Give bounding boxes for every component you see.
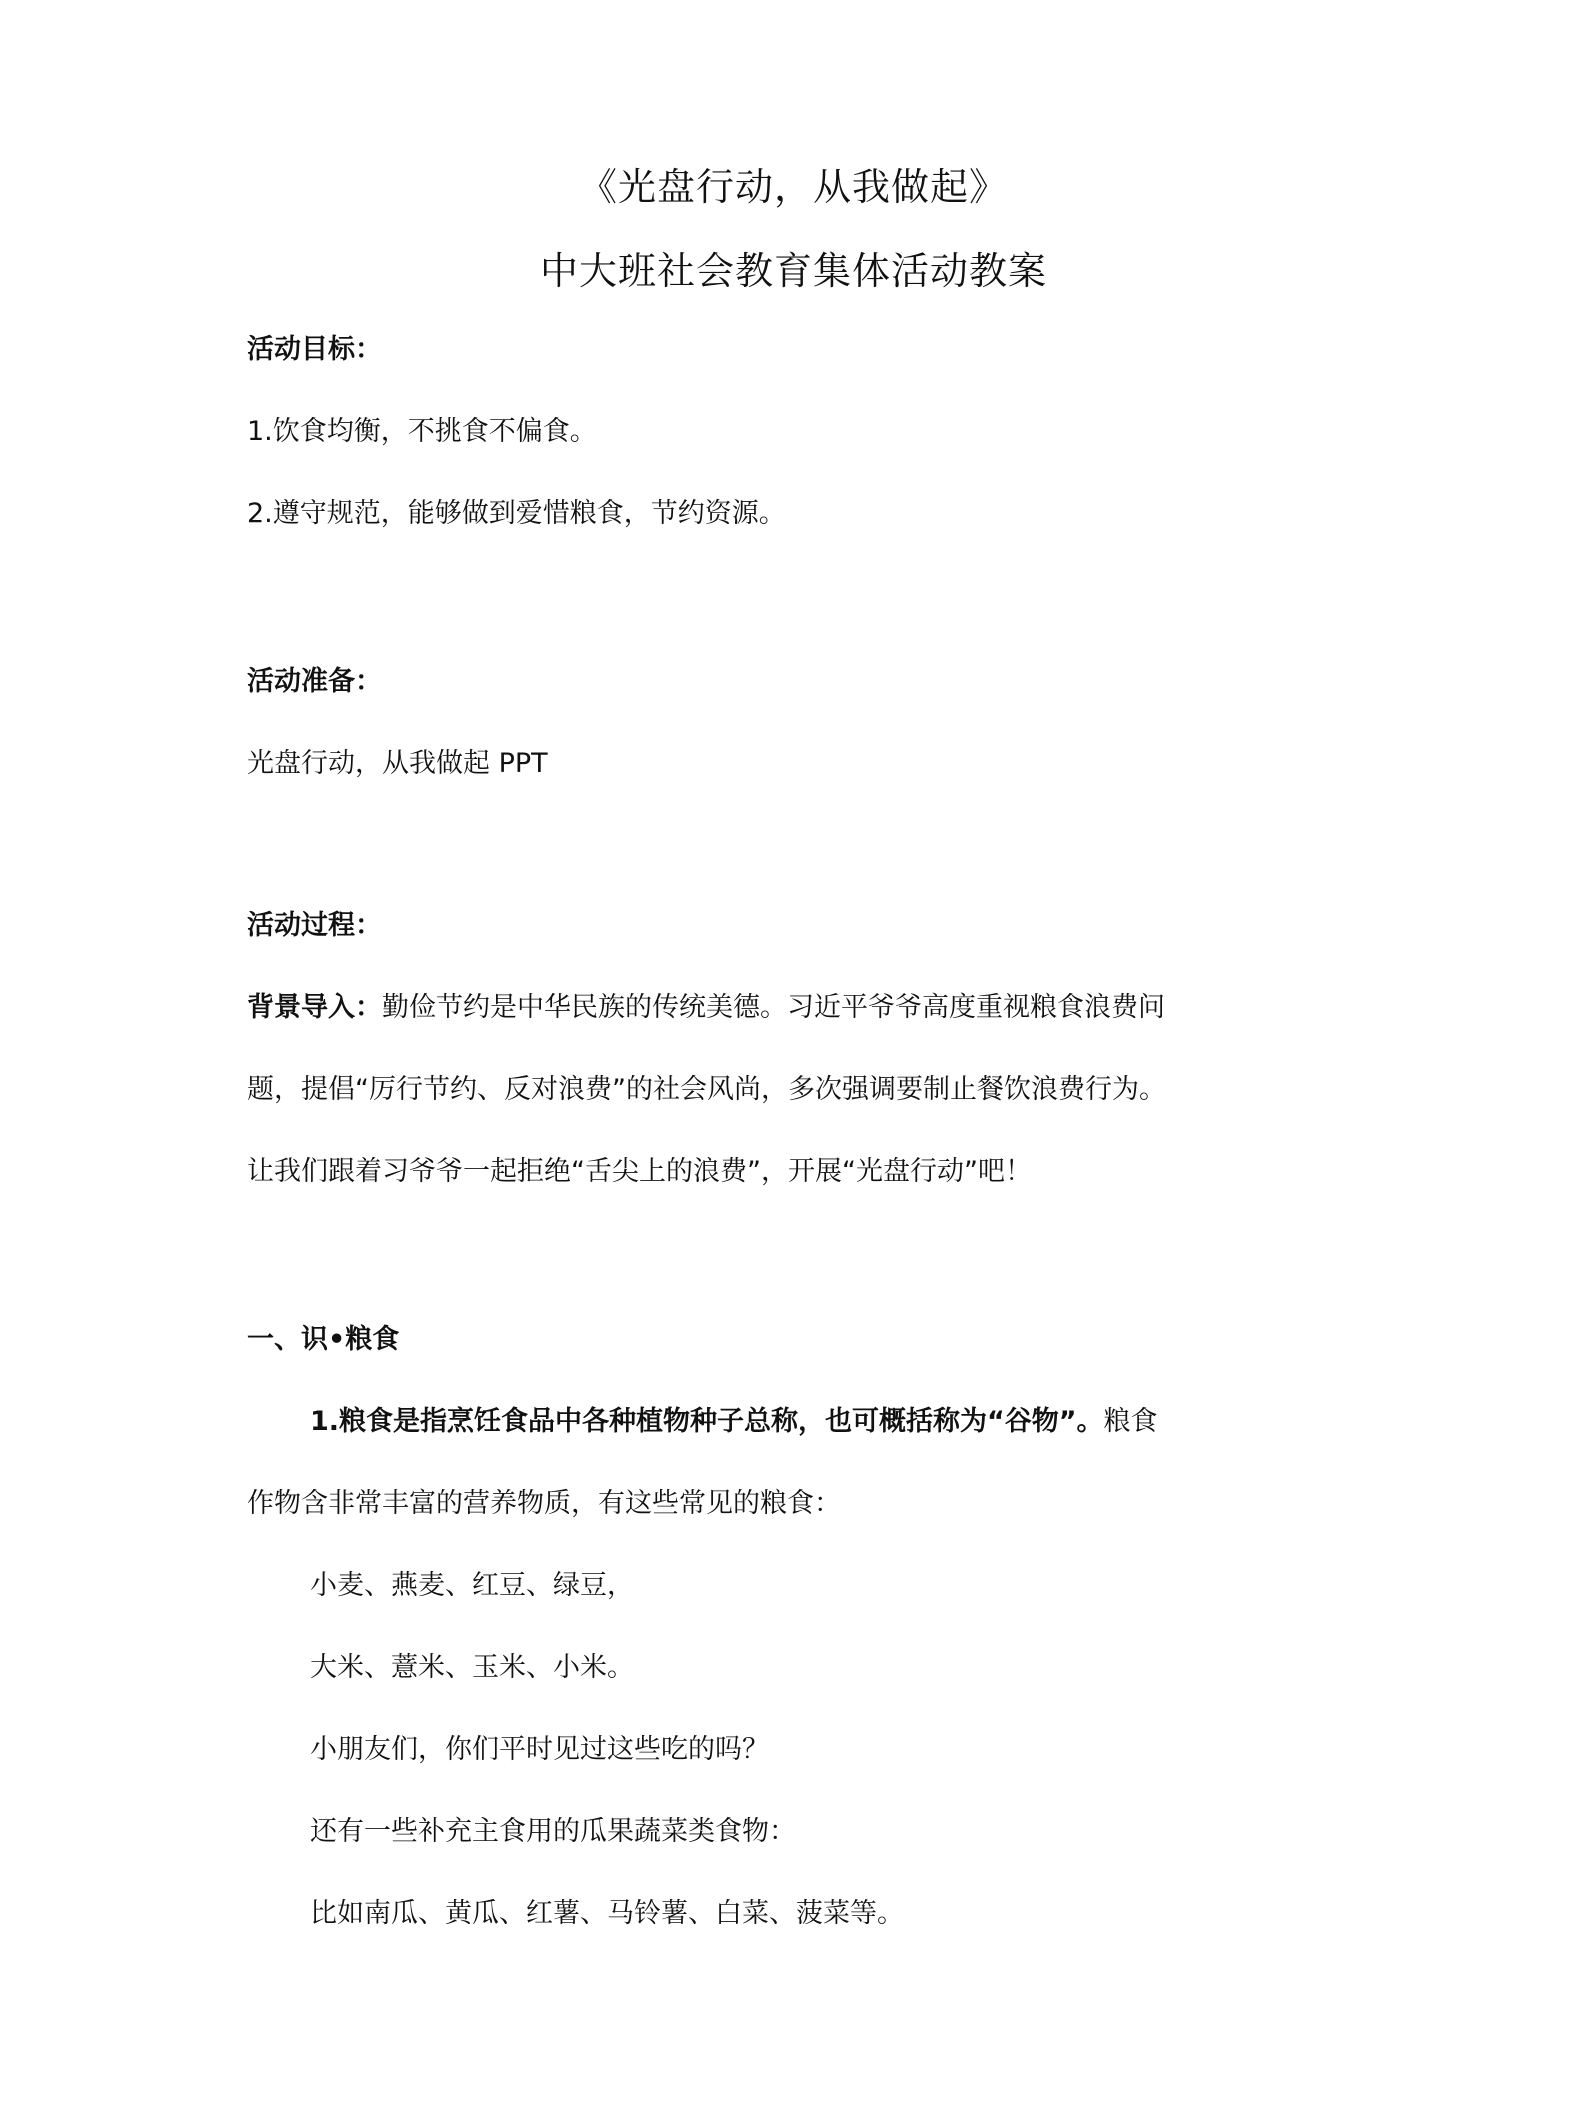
background-text-1: 勤俭节约是中华民族的传统美德。习近平爷爷高度重视粮食浪费问 xyxy=(382,992,1165,1023)
supplement-intro: 还有一些补充主食用的瓜果蔬菜类食物： xyxy=(310,1816,796,1847)
goal-item-1: 1.饮食均衡，不挑食不偏食。 xyxy=(247,416,597,447)
process-heading: 活动过程： xyxy=(247,910,382,941)
section1-point1-line-2: 作物含非常丰富的营养物质，有这些常见的粮食： xyxy=(247,1488,841,1519)
goals-heading: 活动目标： xyxy=(247,334,382,365)
supplement-list: 比如南瓜、黄瓜、红薯、马铃薯、白菜、菠菜等。 xyxy=(310,1898,904,1929)
section1-heading: 一、识•粮食 xyxy=(247,1324,400,1355)
grains-line-1: 小麦、燕麦、红豆、绿豆， xyxy=(310,1570,634,1601)
point1-bold-text: 1.粮食是指烹饪食品中各种植物种子总称，也可概括称为“谷物”。 xyxy=(310,1406,1104,1437)
section1-point1-line-1 xyxy=(310,1402,1158,1442)
document-title: 《光盘行动，从我做起》 xyxy=(578,165,1008,209)
background-paragraph-line-1 xyxy=(247,988,1165,1028)
preparation-content: 光盘行动，从我做起 PPT xyxy=(247,748,548,779)
grains-line-2: 大米、薏米、玉米、小米。 xyxy=(310,1652,634,1683)
goal-item-2: 2.遵守规范，能够做到爱惜粮食，节约资源。 xyxy=(247,498,786,529)
background-paragraph-line-2: 题，提倡“厉行节约、反对浪费”的社会风尚，多次强调要制止餐饮浪费行为。 xyxy=(247,1074,1166,1105)
point1-rest-text: 粮食 xyxy=(1103,1406,1158,1437)
preparation-heading: 活动准备： xyxy=(247,666,382,697)
background-label: 背景导入： xyxy=(247,992,382,1023)
background-paragraph-line-3: 让我们跟着习爷爷一起拒绝“舌尖上的浪费”，开展“光盘行动”吧！ xyxy=(247,1156,1032,1187)
document-subtitle: 中大班社会教育集体活动教案 xyxy=(539,249,1047,293)
question-line: 小朋友们，你们平时见过这些吃的吗？ xyxy=(310,1734,769,1765)
